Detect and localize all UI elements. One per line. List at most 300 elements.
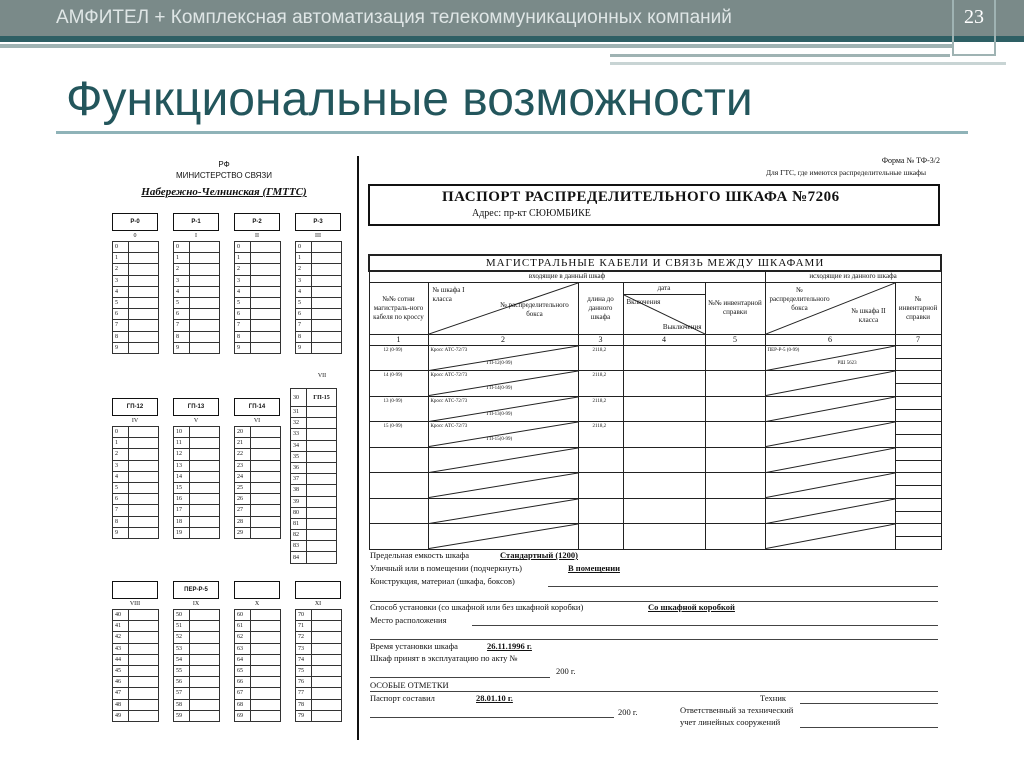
col-cabinet-class1: № шкафа I класса <box>432 285 465 303</box>
pair-number: 8 <box>296 331 312 342</box>
pair-number: 67 <box>235 688 251 699</box>
pair-cell <box>129 610 159 621</box>
pair-number: 4 <box>113 471 129 482</box>
pair-cell <box>129 505 159 516</box>
pair-number: 2 <box>113 449 129 460</box>
pair-number: 61 <box>235 621 251 632</box>
pair-cell <box>312 242 342 253</box>
pair-number: 76 <box>296 677 312 688</box>
cable-number: 14 (0-99) <box>383 373 403 378</box>
box-name: ГП-15(0-99) <box>486 437 513 442</box>
pair-number: 25 <box>235 482 251 493</box>
page-number-frame <box>952 0 996 56</box>
pair-number: 32 <box>291 418 307 429</box>
cell-inventory-in <box>705 345 765 371</box>
pair-number: 1 <box>235 253 251 264</box>
passport-title: ПАСПОРТ РАСПРЕДЕЛИТЕЛЬНОГО ШКАФА №7206 <box>442 189 840 205</box>
cell-inventory-out <box>895 447 941 473</box>
cabinet-box: ГП-15 <box>307 389 337 407</box>
pair-number: 80 <box>291 507 307 518</box>
page-number: 23 <box>964 6 984 28</box>
slide-title: Функциональные возможности <box>66 73 753 126</box>
pair-cell <box>129 309 159 320</box>
pair-number: 60 <box>235 610 251 621</box>
pair-cell <box>312 309 342 320</box>
pair-cell <box>312 677 342 688</box>
pair-number: 48 <box>113 699 129 710</box>
pair-number: 2 <box>174 264 190 275</box>
col-date-split <box>623 294 705 334</box>
diagonal-line <box>429 448 578 473</box>
pair-cell <box>190 309 220 320</box>
pair-number: 13 <box>174 460 190 471</box>
cell-inventory-in <box>705 447 765 473</box>
pair-number: 0 <box>174 242 190 253</box>
diagonal-line <box>766 524 895 549</box>
slide-header-bar <box>0 0 1024 36</box>
pair-number: 7 <box>174 320 190 331</box>
pair-number: 5 <box>296 297 312 308</box>
cabinet-box: ПЕР-Р-5 <box>173 581 219 599</box>
pair-cell <box>251 331 281 342</box>
cell-out-box <box>765 396 895 422</box>
cross-name: Кросс АТС-72/73 <box>430 424 468 429</box>
pair-number: 9 <box>113 342 129 353</box>
pair-cell <box>312 320 342 331</box>
pair-number: 54 <box>174 654 190 665</box>
ministry-label: МИНИСТЕРСТВО СВЯЗИ <box>175 171 273 180</box>
pair-cell <box>312 297 342 308</box>
col-date-off: Выключения <box>662 322 702 331</box>
pair-number: 29 <box>235 527 251 538</box>
pair-number: 59 <box>174 710 190 721</box>
cell-box <box>428 371 578 397</box>
pair-cell <box>190 516 220 527</box>
pair-number: 37 <box>291 474 307 485</box>
cell-length <box>578 524 623 550</box>
table-row <box>369 498 941 524</box>
pair-number: 16 <box>174 494 190 505</box>
cabinet-box: Р-2 <box>234 213 280 231</box>
cable-number: 13 (0-99) <box>383 398 403 404</box>
slide-header-text: АМФИТЕЛ + Комплексная автоматизация телекоммуникационных компаний <box>56 7 732 28</box>
pair-number: 83 <box>291 541 307 552</box>
cell-box <box>428 396 578 422</box>
pair-cell <box>190 449 220 460</box>
pair-number: 23 <box>235 460 251 471</box>
col-inventory-out: № инвентарной справки <box>895 282 941 334</box>
pair-cell <box>307 474 337 485</box>
column-number: 1 <box>369 334 428 345</box>
pair-number: 0 <box>113 427 129 438</box>
pair-number: 82 <box>291 530 307 541</box>
cable-table <box>368 254 942 550</box>
pair-number: 8 <box>113 516 129 527</box>
passport-address: Адрес: пр-кт СЮЮМБИКЕ <box>472 208 591 219</box>
cable-number: 12 (0-99) <box>383 347 403 353</box>
form-line <box>548 586 938 587</box>
cell-date <box>623 447 705 473</box>
field-notes: ОСОБЫЕ ОТМЕТКИ <box>370 680 449 690</box>
pair-cell <box>251 527 281 538</box>
field-accepted: Шкаф принят в эксплуатацию по акту № <box>370 653 518 663</box>
pair-cell <box>129 331 159 342</box>
pair-cell <box>312 688 342 699</box>
length-value: 2118,2 <box>592 347 607 353</box>
pair-number: 5 <box>113 482 129 493</box>
col-box-number <box>428 282 578 334</box>
pair-number: 47 <box>113 688 129 699</box>
pair-cell <box>251 471 281 482</box>
pair-table <box>234 609 281 722</box>
pair-number: 52 <box>174 632 190 643</box>
pair-number: 66 <box>235 677 251 688</box>
pair-number: 79 <box>296 710 312 721</box>
pair-number: 34 <box>291 440 307 451</box>
cell-box <box>428 422 578 448</box>
cell-date <box>623 371 705 397</box>
diagonal-line <box>766 448 895 473</box>
column-number: 5 <box>705 334 765 345</box>
pair-number: 11 <box>174 438 190 449</box>
organization-name: Набережно-Челнинская (ГМТТС) <box>141 186 307 198</box>
pair-number: 9 <box>113 527 129 538</box>
pair-number: 74 <box>296 654 312 665</box>
pair-number: 36 <box>291 462 307 473</box>
cabinet-box: ГП-13 <box>173 398 219 416</box>
col-cable-number: №№ сотни магистраль-ного кабеля по кроссу <box>369 282 428 334</box>
pair-cell <box>312 643 342 654</box>
pair-cell <box>251 610 281 621</box>
pair-cell <box>251 297 281 308</box>
cable-number: 15 (0-99) <box>383 424 403 429</box>
pair-cell <box>251 505 281 516</box>
section-roman: X <box>254 601 260 607</box>
section-roman: V <box>193 418 199 424</box>
pair-number: 38 <box>291 485 307 496</box>
box-name: ГП-13(0-99) <box>486 411 513 417</box>
pair-number: 12 <box>174 449 190 460</box>
pair-number: 0 <box>235 242 251 253</box>
diagonal-line <box>429 473 578 498</box>
column-number: 7 <box>895 334 941 345</box>
field-year-2: 200 г. <box>618 707 638 717</box>
value-install-method: Со шкафной коробкой <box>648 602 735 612</box>
pair-cell <box>312 264 342 275</box>
pair-number: 20 <box>235 427 251 438</box>
cell-length <box>578 396 623 422</box>
cell-cable-number <box>369 396 428 422</box>
pair-number: 81 <box>291 518 307 529</box>
table-row <box>369 396 941 422</box>
pair-cell <box>190 342 220 353</box>
pair-number: 72 <box>296 632 312 643</box>
pair-cell <box>129 242 159 253</box>
pair-number: 19 <box>174 527 190 538</box>
pair-number: 7 <box>113 320 129 331</box>
cross-name: Кросс АТС-72/73 <box>430 373 468 378</box>
cross-name: Кросс АТС-72/73 <box>430 398 468 404</box>
cell-cable-number <box>369 422 428 448</box>
pair-cell <box>312 699 342 710</box>
pair-cell <box>312 342 342 353</box>
cell-length <box>578 447 623 473</box>
pair-table <box>112 241 159 354</box>
pair-cell <box>190 460 220 471</box>
pair-cell <box>190 482 220 493</box>
cell-out-box <box>765 345 895 371</box>
pair-cell <box>129 253 159 264</box>
cabinet-box: Р-1 <box>173 213 219 231</box>
pair-table <box>173 426 220 539</box>
pair-cell <box>307 462 337 473</box>
pair-number: 39 <box>291 496 307 507</box>
cable-section-title: МАГИСТРАЛЬНЫЕ КАБЕЛИ И СВЯЗЬ МЕЖДУ ШКАФАМИ <box>369 255 941 271</box>
pair-cell <box>129 632 159 643</box>
cell-inventory-out <box>895 371 941 397</box>
pair-number: 65 <box>235 665 251 676</box>
cell-out-box <box>765 447 895 473</box>
length-value: 2118,2 <box>592 373 607 378</box>
pair-number: 27 <box>235 505 251 516</box>
pair-number: 8 <box>113 331 129 342</box>
diagonal-line <box>766 422 895 447</box>
pair-cell <box>190 505 220 516</box>
table-row <box>369 447 941 473</box>
cell-cable-number <box>369 524 428 550</box>
pair-number: 4 <box>296 286 312 297</box>
diagonal-line <box>766 397 895 422</box>
pair-number: 42 <box>113 632 129 643</box>
outgoing-header: исходящие из данного шкафа <box>765 271 941 282</box>
pair-cell <box>129 286 159 297</box>
pair-number: 7 <box>235 320 251 331</box>
pair-number: 2 <box>296 264 312 275</box>
pair-number: 7 <box>296 320 312 331</box>
pair-table <box>173 609 220 722</box>
pair-number: 24 <box>235 471 251 482</box>
diagonal-line <box>766 499 895 524</box>
field-location-type: Уличный или в помещении (подчеркнуть) <box>370 563 522 573</box>
pair-cell <box>251 699 281 710</box>
pair-number: 6 <box>235 309 251 320</box>
pair-cell <box>251 449 281 460</box>
pair-cell <box>307 407 337 418</box>
table-row <box>369 345 941 371</box>
form-line <box>370 717 614 718</box>
pair-number: 21 <box>235 438 251 449</box>
pair-cell <box>251 342 281 353</box>
pair-cell <box>251 438 281 449</box>
pair-number: 78 <box>296 699 312 710</box>
box-name: ГП-12(0-99) <box>486 360 513 366</box>
pair-cell <box>251 516 281 527</box>
cell-date <box>623 473 705 499</box>
cell-inventory-out <box>895 498 941 524</box>
pair-number: 4 <box>174 286 190 297</box>
pair-number: 6 <box>113 309 129 320</box>
pair-table <box>234 241 281 354</box>
pair-number: 2 <box>235 264 251 275</box>
cell-box <box>428 524 578 550</box>
pair-cell <box>251 309 281 320</box>
pair-number: 46 <box>113 677 129 688</box>
pair-number: 17 <box>174 505 190 516</box>
field-responsible-2: учет линейных сооружений <box>680 717 781 727</box>
pair-cell <box>251 654 281 665</box>
col-length: длина до данного шкафа <box>578 282 623 334</box>
pair-cell <box>251 286 281 297</box>
field-technician: Техник <box>760 693 787 703</box>
rf-label: РФ <box>218 160 230 169</box>
pair-cell <box>129 688 159 699</box>
header-stripe-light-2 <box>610 54 950 57</box>
pair-cell <box>307 530 337 541</box>
pair-number: 3 <box>174 275 190 286</box>
pair-cell <box>312 665 342 676</box>
cell-cable-number <box>369 371 428 397</box>
pair-cell <box>190 654 220 665</box>
pair-cell <box>251 677 281 688</box>
cell-date <box>623 498 705 524</box>
pair-number: 22 <box>235 449 251 460</box>
pair-cell <box>129 471 159 482</box>
pair-cell <box>129 275 159 286</box>
form-scope: Для ГТС, где имеются распределительные шкафы <box>765 168 926 177</box>
pair-number: 31 <box>291 407 307 418</box>
pair-cell <box>129 460 159 471</box>
pair-cell <box>307 429 337 440</box>
pair-cell <box>307 496 337 507</box>
pair-cell <box>129 264 159 275</box>
pair-number: 1 <box>296 253 312 264</box>
form-line <box>472 625 938 626</box>
pair-cell <box>190 264 220 275</box>
pair-cell <box>129 665 159 676</box>
field-compiled: Паспорт составил <box>370 693 435 703</box>
pair-number: 1 <box>174 253 190 264</box>
passport-title-box <box>368 184 940 226</box>
section-roman: XI <box>314 601 322 607</box>
cabinet-box: Р-3 <box>295 213 341 231</box>
pair-cell <box>190 665 220 676</box>
pair-number: 43 <box>113 643 129 654</box>
diagonal-line <box>766 371 895 396</box>
pair-number: 40 <box>113 610 129 621</box>
table-row <box>369 371 941 397</box>
field-year: 200 г. <box>556 666 576 676</box>
pair-number: 53 <box>174 643 190 654</box>
pair-number: 3 <box>113 275 129 286</box>
column-number: 2 <box>428 334 578 345</box>
pair-number: 3 <box>235 275 251 286</box>
title-underline <box>56 131 968 134</box>
pair-cell <box>190 297 220 308</box>
col-cabinet-class2: № шкафа II класса <box>851 306 886 324</box>
pair-cell <box>129 438 159 449</box>
cell-cable-number <box>369 345 428 371</box>
pair-cell <box>307 507 337 518</box>
pair-cell <box>190 527 220 538</box>
pair-number: 77 <box>296 688 312 699</box>
pair-number: 14 <box>174 471 190 482</box>
pair-cell <box>190 621 220 632</box>
pair-table <box>112 426 159 539</box>
cabinet-box <box>295 581 341 599</box>
pair-number: 9 <box>235 342 251 353</box>
col-date-on: Включения <box>626 297 661 306</box>
pair-cell <box>251 275 281 286</box>
pair-number: 30 <box>291 389 307 407</box>
pair-cell <box>190 242 220 253</box>
cell-box <box>428 473 578 499</box>
section-roman: II <box>255 233 259 239</box>
pair-table <box>234 426 281 539</box>
pair-number: 56 <box>174 677 190 688</box>
section-roman: IV <box>131 418 139 424</box>
cell-inventory-in <box>705 422 765 448</box>
pair-cell <box>307 485 337 496</box>
cell-cable-number <box>369 473 428 499</box>
cell-out-box <box>765 524 895 550</box>
field-responsible-1: Ответственный за технический <box>680 705 794 715</box>
col-distribution-box: № распределительного бокса <box>500 300 569 318</box>
pair-number: 8 <box>174 331 190 342</box>
pair-number: 3 <box>113 460 129 471</box>
pair-cell <box>251 632 281 643</box>
cell-length <box>578 371 623 397</box>
pair-number: 57 <box>174 688 190 699</box>
cell-inventory-out <box>895 422 941 448</box>
pair-number: 4 <box>113 286 129 297</box>
cell-date <box>623 422 705 448</box>
col-inventory-in: №№ инвентарной справки <box>705 282 765 334</box>
pair-cell <box>129 494 159 505</box>
section-roman: 0 <box>133 233 137 239</box>
pair-number: 55 <box>174 665 190 676</box>
form-number: Форма № ТФ-3/2 <box>881 156 940 165</box>
pair-number: 8 <box>235 331 251 342</box>
cell-inventory-out <box>895 524 941 550</box>
pair-number: 28 <box>235 516 251 527</box>
pair-number: 62 <box>235 632 251 643</box>
cross-name: Кросс АТС-72/73 <box>430 347 468 353</box>
pair-table-vii <box>290 388 337 564</box>
cell-out-box <box>765 371 895 397</box>
pair-cell <box>312 621 342 632</box>
form-line <box>800 727 938 728</box>
pair-number: 58 <box>174 699 190 710</box>
pair-cell <box>312 710 342 721</box>
cell-length <box>578 473 623 499</box>
pair-table <box>173 241 220 354</box>
pair-number: 3 <box>296 275 312 286</box>
document-divider <box>357 156 359 740</box>
pair-number: 6 <box>296 309 312 320</box>
pair-number: 64 <box>235 654 251 665</box>
pair-number: 1 <box>113 438 129 449</box>
cell-date <box>623 396 705 422</box>
pair-number: 26 <box>235 494 251 505</box>
pair-table <box>112 609 159 722</box>
pair-cell <box>190 688 220 699</box>
box-name: ГП-14(0-99) <box>486 386 513 391</box>
pair-number: 50 <box>174 610 190 621</box>
cell-inventory-in <box>705 524 765 550</box>
cell-length <box>578 422 623 448</box>
table-row <box>369 524 941 550</box>
pair-number: 0 <box>113 242 129 253</box>
